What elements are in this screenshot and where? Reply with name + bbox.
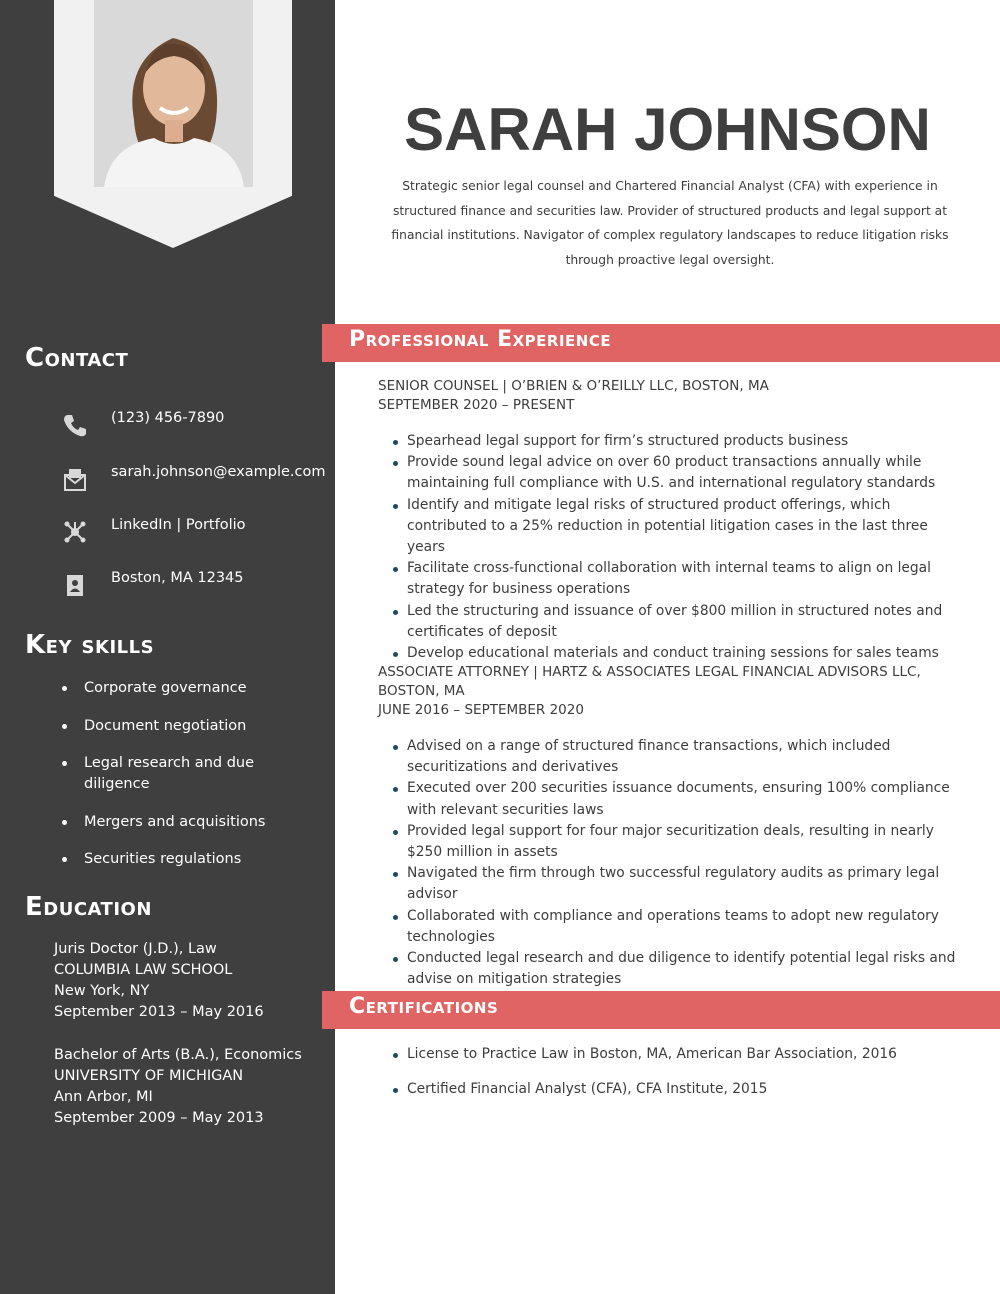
envelope-icon: [62, 466, 88, 492]
phone-text[interactable]: (123) 456-7890: [111, 410, 225, 426]
bullet-item: Collaborated with compliance and operations teams to adopt new regulatory technologies: [392, 906, 962, 948]
edu-degree: Juris Doctor (J.D.), Law: [54, 941, 217, 957]
certification-item: License to Practice Law in Boston, MA, American Bar Association, 2016: [392, 1044, 962, 1065]
education-entry: [54, 939, 324, 1023]
edu-location: Ann Arbor, MI: [54, 1089, 153, 1105]
bullet-item: Provided legal support for four major securitization deals, resulting in nearly $250 million in assets: [392, 821, 962, 863]
skills-list: [62, 678, 312, 887]
phone-icon: [62, 412, 88, 438]
edu-school: UNIVERSITY OF MICHIGAN: [54, 1068, 244, 1084]
bullet-item: Identify and mitigate legal risks of structured product offerings, which contributed to a 25% reduction in potential litigation cases in the last three years: [392, 495, 962, 559]
job-bullets: [392, 431, 962, 664]
first-name: SARAH: [404, 96, 618, 163]
bullet-item: Executed over 200 securities issuance documents, ensuring 100% compliance with relevant securities laws: [392, 778, 962, 820]
education-heading: Education: [25, 892, 152, 922]
candidate-name: [335, 95, 1000, 165]
edu-dates: September 2009 – May 2013: [54, 1110, 264, 1126]
bullet-item: Conducted legal research and due diligence to identify potential legal risks and advise on mitigation strategies: [392, 948, 962, 990]
skill-item: Legal research and due diligence: [62, 753, 312, 795]
certification-item: Certified Financial Analyst (CFA), CFA Institute, 2015: [392, 1079, 962, 1100]
profile-photo: [94, 0, 253, 187]
summary: Strategic senior legal counsel and Chartered Financial Analyst (CFA) with experience in structured finance and securities law. Provider of structured products and legal support at financial institutions. Navigator of complex regulatory landscapes to reduce litigation risks through proactive legal oversight.: [391, 179, 949, 268]
skill-item: Securities regulations: [62, 849, 312, 870]
edu-location: New York, NY: [54, 983, 150, 999]
bullet-item: Facilitate cross-functional collaboration with internal teams to align on legal strategy for business operations: [392, 558, 962, 600]
skill-item: Corporate governance: [62, 678, 312, 699]
certifications-heading: Certifications: [349, 994, 499, 1019]
bullet-item: Spearhead legal support for firm’s structured products business: [392, 431, 962, 452]
email-text[interactable]: sarah.johnson@example.com: [111, 464, 326, 480]
job-header: [378, 377, 968, 415]
skills-heading: Key skills: [25, 630, 155, 660]
job-title: SENIOR COUNSEL | O’BRIEN & O’REILLY LLC, BOSTON, MA: [378, 378, 769, 394]
job-bullets: [392, 736, 962, 990]
job-header: [378, 663, 968, 720]
job-dates: JUNE 2016 – SEPTEMBER 2020: [378, 702, 584, 718]
skill-item: Document negotiation: [62, 716, 312, 737]
bullet-item: Provide sound legal advice on over 60 product transactions annually while maintaining full compliance with U.S. and international regulatory standards: [392, 452, 962, 494]
experience-heading: Professional Experience: [349, 327, 612, 352]
links-text[interactable]: LinkedIn | Portfolio: [111, 517, 246, 533]
job-dates: SEPTEMBER 2020 – PRESENT: [378, 397, 575, 413]
edu-school: COLUMBIA LAW SCHOOL: [54, 962, 233, 978]
experience-section-bar: [322, 324, 1000, 362]
edu-dates: September 2013 – May 2016: [54, 1004, 264, 1020]
bullet-item: Led the structuring and issuance of over $800 million in structured notes and certificates of deposit: [392, 601, 962, 643]
certifications-list: [392, 1044, 962, 1113]
bullet-item: Advised on a range of structured finance transactions, which included securitizations and derivatives: [392, 736, 962, 778]
skill-item: Mergers and acquisitions: [62, 812, 312, 833]
person-silhouette-icon: [94, 0, 253, 187]
address-card-icon: [62, 572, 88, 598]
last-name: JOHNSON: [634, 96, 931, 163]
job-title: ASSOCIATE ATTORNEY | HARTZ & ASSOCIATES LEGAL FINANCIAL ADVISORS LLC, BOSTON, MA: [378, 664, 921, 699]
bullet-item: Develop educational materials and conduct training sessions for sales teams: [392, 643, 962, 664]
sidebar: [0, 0, 335, 1294]
contact-heading: Contact: [25, 343, 129, 373]
edu-degree: Bachelor of Arts (B.A.), Economics: [54, 1047, 302, 1063]
address-text: Boston, MA 12345: [111, 570, 244, 586]
certifications-section-bar: [322, 991, 1000, 1029]
network-icon: [62, 519, 88, 545]
bullet-item: Navigated the firm through two successful regulatory audits as primary legal advisor: [392, 863, 962, 905]
education-entry: [54, 1045, 324, 1129]
photo-banner: [54, 0, 292, 248]
